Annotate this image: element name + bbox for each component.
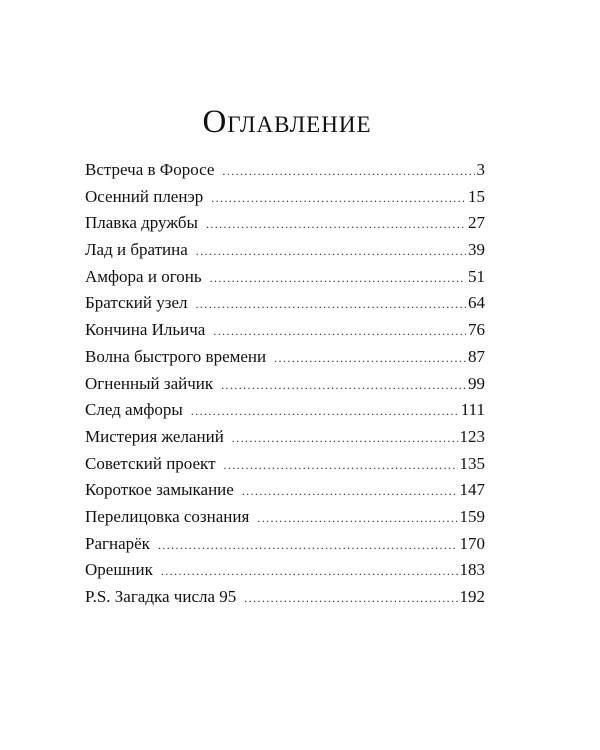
dot-leader — [257, 505, 457, 532]
toc-entry — [85, 237, 485, 264]
dot-leader — [242, 478, 458, 505]
toc-entry-title: Огненный зайчик — [85, 373, 214, 393]
toc-entry-page: 15 — [468, 186, 485, 206]
toc-entry-title: Рагнарёк — [85, 533, 150, 553]
toc-entry-page: 27 — [468, 213, 485, 233]
toc-entry — [85, 424, 485, 451]
toc-entry-page: 135 — [459, 453, 485, 473]
toc-entry — [85, 184, 485, 211]
toc-entry — [85, 317, 485, 344]
toc-entry-page: 170 — [459, 533, 485, 553]
dot-leader — [274, 345, 466, 372]
toc-entry-page: 159 — [459, 506, 485, 526]
toc-entry-title: Встреча в Форосе — [85, 160, 215, 179]
toc-entry — [85, 531, 485, 558]
dot-leader — [196, 238, 466, 265]
toc-entry-title: Плавка дружбы — [85, 213, 198, 233]
toc-entry-title: Лад и братина — [85, 240, 188, 260]
dot-leader — [206, 211, 466, 238]
toc-entry — [85, 371, 485, 398]
toc-entry-title: Перелицовка сознания — [85, 506, 250, 526]
dot-leader — [211, 185, 466, 212]
toc-entry — [85, 504, 485, 531]
toc-entry — [85, 584, 485, 611]
dot-leader — [196, 291, 467, 318]
toc-entry-page: 111 — [460, 400, 485, 420]
toc-entry-title: Братский узел — [85, 293, 188, 313]
dot-leader — [158, 532, 458, 559]
toc-entry — [85, 557, 485, 584]
toc-entry-page: 183 — [459, 560, 485, 580]
dot-leader — [191, 398, 459, 425]
toc-entry-title: Волна быстрого времени — [85, 346, 267, 366]
dot-leader — [210, 265, 466, 292]
toc-entry — [85, 451, 485, 478]
toc-entry-page: 87 — [468, 346, 485, 366]
toc-entry-title: Мистерия желаний — [85, 426, 224, 446]
toc-entry — [85, 477, 485, 504]
toc-entry — [85, 210, 485, 237]
toc-entry-page: 3 — [476, 160, 485, 179]
toc-entry-page: 99 — [468, 373, 485, 393]
dot-leader — [232, 425, 458, 452]
table-of-contents — [85, 157, 485, 611]
toc-entry-page: 64 — [468, 293, 485, 313]
toc-entry — [85, 157, 485, 184]
dot-leader — [244, 585, 457, 612]
toc-entry-title: Короткое замыкание — [85, 480, 234, 500]
toc-entry — [85, 264, 485, 291]
toc-entry-title: Советский проект — [85, 453, 216, 473]
toc-entry-page: 123 — [459, 426, 485, 446]
toc-entry-title: Кончина Ильича — [85, 320, 206, 340]
toc-entry-title: Амфора и огонь — [85, 266, 202, 286]
toc-entry-title: Орешник — [85, 560, 153, 580]
toc-entry-title: P.S. Загадка числа 95 — [85, 587, 237, 606]
toc-entry-title: Осенний пленэр — [85, 186, 204, 206]
dot-leader — [224, 452, 458, 479]
dot-leader — [161, 558, 458, 585]
toc-entry-page: 51 — [468, 266, 485, 286]
toc-entry-title: След амфоры — [85, 400, 183, 420]
toc-entry-page: 192 — [459, 587, 485, 606]
toc-entry-page: 39 — [468, 240, 485, 260]
toc-entry — [85, 344, 485, 371]
dot-leader — [222, 158, 474, 185]
dot-leader — [213, 318, 466, 345]
toc-entry-page: 76 — [468, 320, 485, 340]
dot-leader — [221, 372, 466, 399]
page-title: Оглавление — [202, 104, 372, 140]
toc-entry-page: 147 — [459, 480, 485, 500]
toc-entry — [85, 290, 485, 317]
toc-entry — [85, 397, 485, 424]
